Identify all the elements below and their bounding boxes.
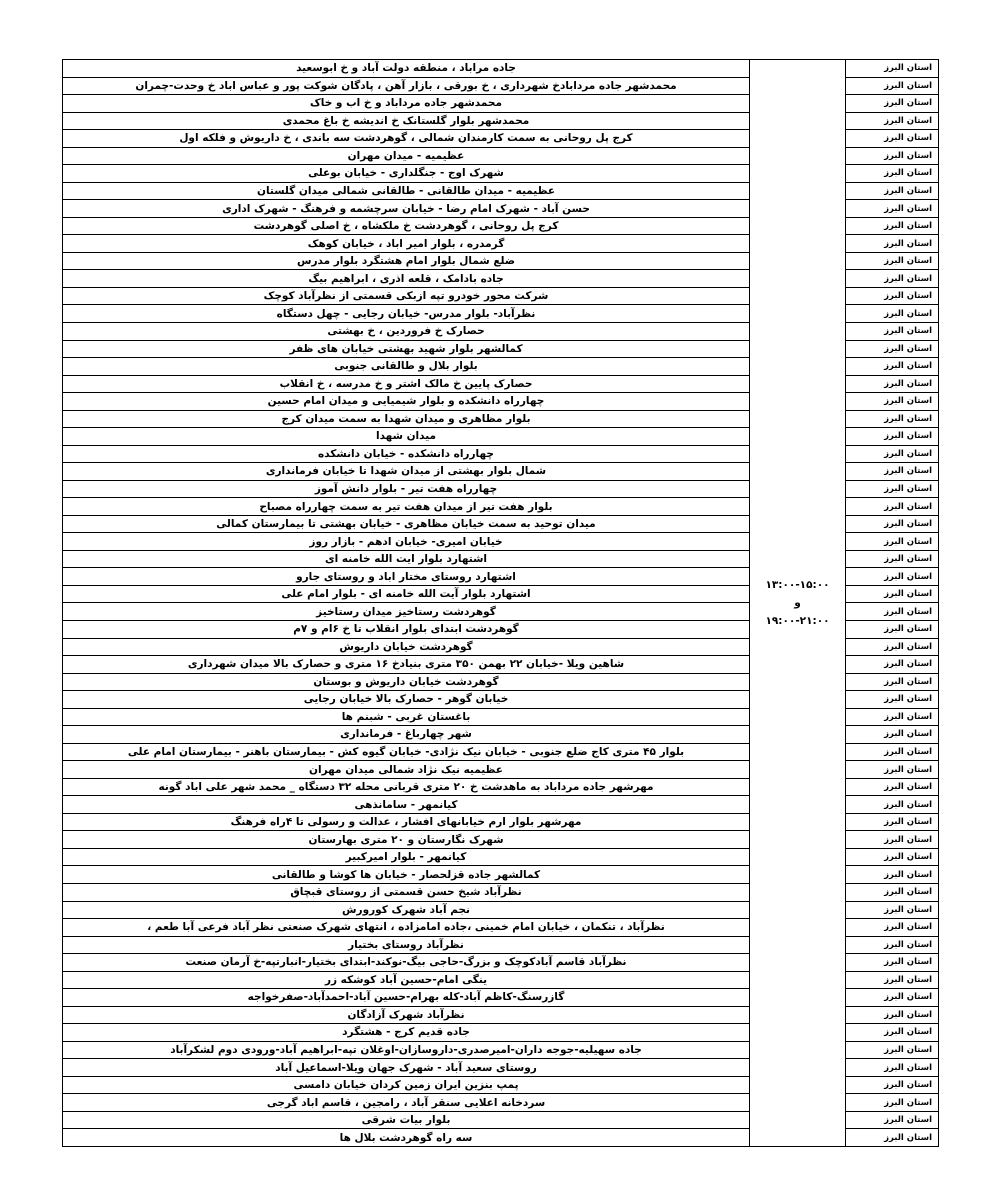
province-cell: استان البرز — [846, 1024, 939, 1042]
address-cell: اشتهارد بلوار آیت الله خامنه ای - بلوار امام علی — [63, 585, 750, 603]
province-cell: استان البرز — [846, 1094, 939, 1112]
province-cell: استان البرز — [846, 796, 939, 814]
address-cell: نظرآباد ، تنکمان ، خیابان امام خمینی ،جاده امامزاده ، انتهای شهرک صنعتی نظر آباد فرعی آبا طعم ، — [63, 919, 750, 937]
address-cell: عظیمیه - میدان مهران — [63, 147, 750, 165]
province-cell: استان البرز — [846, 638, 939, 656]
schedule-rows — [63, 60, 939, 1147]
province-cell: استان البرز — [846, 393, 939, 411]
province-cell: استان البرز — [846, 603, 939, 621]
address-cell: بلوار ۴۵ متری کاج ضلع جنوبی - خیابان نیک نژادی- خیابان گیوه کش - بیمارستان باهنر - بیمارستان امام علی — [63, 743, 750, 761]
address-cell: میدان شهدا — [63, 428, 750, 446]
address-cell: شهرک نگارستان و ۲۰ متری بهارستان — [63, 831, 750, 849]
address-cell: چهارراه هفت تیر - بلوار دانش آموز — [63, 480, 750, 498]
address-cell: شمال بلوار بهشتی از میدان شهدا تا خیابان فرمانداری — [63, 463, 750, 481]
province-cell: استان البرز — [846, 971, 939, 989]
province-cell: استان البرز — [846, 691, 939, 709]
province-cell: استان البرز — [846, 585, 939, 603]
province-cell: استان البرز — [846, 410, 939, 428]
address-cell: حصارک پایین خ مالک اشتر و خ مدرسه ، خ انقلاب — [63, 375, 750, 393]
address-cell: نظرآباد روستای بختیار — [63, 936, 750, 954]
province-cell: استان البرز — [846, 1076, 939, 1094]
province-cell: استان البرز — [846, 112, 939, 130]
province-cell: استان البرز — [846, 60, 939, 78]
province-cell: استان البرز — [846, 550, 939, 568]
address-cell: نظرآباد شیخ حسن قسمتی از روستای قبچاق — [63, 883, 750, 901]
address-cell: گوهردشت رستاخیز میدان رستاخیز — [63, 603, 750, 621]
address-cell: ضلع شمال بلوار امام هشتگرد بلوار مدرس — [63, 252, 750, 270]
province-cell: استان البرز — [846, 673, 939, 691]
province-cell: استان البرز — [846, 866, 939, 884]
address-cell: گرمدره ، بلوار امیر اباد ، خیابان کوهک — [63, 235, 750, 253]
province-cell: استان البرز — [846, 743, 939, 761]
address-cell: بلوار هفت تیر از میدان هفت تیر به سمت چهارراه مصباح — [63, 498, 750, 516]
address-cell: خیابان گوهر - حصارک بالا خیابان رجایی — [63, 691, 750, 709]
address-cell: روستای سعید آباد - شهرک جهان ویلا-اسماعیل آباد — [63, 1059, 750, 1077]
province-cell: استان البرز — [846, 989, 939, 1007]
time-window-joiner: و — [794, 596, 801, 609]
address-cell: گوهردشت خیابان داریوش و بوستان — [63, 673, 750, 691]
address-cell: سردخانه اعلایی سنقر آباد ، رامجین ، قاسم اباد گرجی — [63, 1094, 750, 1112]
address-cell: گازرسنگ-کاظم آباد-کله بهرام-حسین آباد-احمدآباد-صفرخواجه — [63, 989, 750, 1007]
province-cell: استان البرز — [846, 252, 939, 270]
time-window-first: ۱۳:۰۰-۱۵:۰۰ — [765, 578, 830, 591]
province-cell: استان البرز — [846, 726, 939, 744]
province-cell: استان البرز — [846, 1006, 939, 1024]
province-cell: استان البرز — [846, 165, 939, 183]
province-cell: استان البرز — [846, 831, 939, 849]
province-cell: استان البرز — [846, 235, 939, 253]
address-cell: اشتهارد بلوار ایت الله خامنه ای — [63, 550, 750, 568]
province-cell: استان البرز — [846, 568, 939, 586]
province-cell: استان البرز — [846, 77, 939, 95]
province-cell: استان البرز — [846, 1041, 939, 1059]
address-cell: کمالشهر بلوار شهید بهشتی خیابان های ظفر — [63, 340, 750, 358]
address-cell: نجم آباد شهرک کورورش — [63, 901, 750, 919]
province-cell: استان البرز — [846, 200, 939, 218]
address-cell: جاده قدیم کرج - هشتگرد — [63, 1024, 750, 1042]
outage-schedule-table — [62, 59, 939, 1147]
province-cell: استان البرز — [846, 1111, 939, 1129]
province-cell: استان البرز — [846, 656, 939, 674]
province-cell: استان البرز — [846, 1059, 939, 1077]
address-cell: شهر چهارباغ - فرمانداری — [63, 726, 750, 744]
address-cell: خیابان امیری- خیابان ادهم - بازار روز — [63, 533, 750, 551]
province-cell: استان البرز — [846, 375, 939, 393]
address-cell: محمدشهر جاده مرداباد و خ اب و خاک — [63, 95, 750, 113]
address-cell: چهارراه دانشکده - خیابان دانشکده — [63, 445, 750, 463]
address-cell: حصارک خ فروردین ، خ بهشتی — [63, 322, 750, 340]
province-cell: استان البرز — [846, 480, 939, 498]
address-cell: کرج پل روحانی به سمت کارمندان شمالی ، گوهردشت سه باندی ، خ داریوش و فلکه اول — [63, 130, 750, 148]
address-cell: عظیمیه نیک نژاد شمالی میدان مهران — [63, 761, 750, 779]
province-cell: استان البرز — [846, 305, 939, 323]
province-cell: استان البرز — [846, 919, 939, 937]
province-cell: استان البرز — [846, 621, 939, 639]
province-cell: استان البرز — [846, 463, 939, 481]
address-cell: سه راه گوهردشت بلال ها — [63, 1129, 750, 1147]
address-cell: حسن آباد - شهرک امام رضا - خیابان سرچشمه و فرهنگ - شهرک اداری — [63, 200, 750, 218]
province-cell: استان البرز — [846, 515, 939, 533]
province-cell: استان البرز — [846, 533, 939, 551]
province-cell: استان البرز — [846, 901, 939, 919]
province-cell: استان البرز — [846, 358, 939, 376]
outage-schedule-sheet — [62, 59, 936, 1147]
address-cell: شهرک اوج - جنگلداری - خیابان بوعلی — [63, 165, 750, 183]
address-cell: جاده سهیلیه-جوجه داران-امیرصدری-داروسازان-اوغلان تپه-ابراهیم آباد-ورودی دوم لشکرآباد — [63, 1041, 750, 1059]
province-cell: استان البرز — [846, 883, 939, 901]
table-row — [63, 60, 939, 78]
address-cell: کیانمهر - سامانذهی — [63, 796, 750, 814]
province-cell: استان البرز — [846, 322, 939, 340]
address-cell: بلوار مظاهری و میدان شهدا به سمت میدان کرج — [63, 410, 750, 428]
address-cell: پمپ بنزین ایران زمین کردان خیابان دامسی — [63, 1076, 750, 1094]
province-cell: استان البرز — [846, 708, 939, 726]
province-cell: استان البرز — [846, 761, 939, 779]
province-cell: استان البرز — [846, 778, 939, 796]
province-cell: استان البرز — [846, 147, 939, 165]
time-window-cell — [750, 60, 846, 1147]
province-cell: استان البرز — [846, 954, 939, 972]
province-cell: استان البرز — [846, 936, 939, 954]
address-cell: نظرآباد قاسم آبادکوچک و بزرگ-حاجی بیگ-نوکند-ابتدای بختیار-انبارتپه-خ آرمان صنعت — [63, 954, 750, 972]
address-cell: نظرآباد- بلوار مدرس- خیابان رجایی - چهل دستگاه — [63, 305, 750, 323]
address-cell: کیانمهر - بلوار امیرکبیر — [63, 848, 750, 866]
address-cell: چهارراه دانشکده و بلوار شیمیایی و میدان امام حسین — [63, 393, 750, 411]
province-cell: استان البرز — [846, 428, 939, 446]
province-cell: استان البرز — [846, 1129, 939, 1147]
province-cell: استان البرز — [846, 95, 939, 113]
address-cell: جاده مراباد ، منطقه دولت آباد و خ ابوسعید — [63, 60, 750, 78]
address-cell: بلوار بیات شرقی — [63, 1111, 750, 1129]
province-cell: استان البرز — [846, 340, 939, 358]
address-cell: عظیمیه - میدان طالقانی - طالقانی شمالی میدان گلستان — [63, 182, 750, 200]
address-cell: محمدشهر جاده مردابادخ شهرداری ، خ بورقی ، بازار آهن ، پادگان شوکت پور و عباس اباد خ وحدت-چمران — [63, 77, 750, 95]
address-cell: بلوار بلال و طالقانی جنوبی — [63, 358, 750, 376]
province-cell: استان البرز — [846, 270, 939, 288]
address-cell: ینگی امام-حسین آباد کوشکه زر — [63, 971, 750, 989]
province-cell: استان البرز — [846, 287, 939, 305]
province-cell: استان البرز — [846, 217, 939, 235]
address-cell: باغستان غربی - شبنم ها — [63, 708, 750, 726]
province-cell: استان البرز — [846, 130, 939, 148]
province-cell: استان البرز — [846, 848, 939, 866]
address-cell: مهرشهر بلوار ارم خیابانهای افشار ، عدالت و رسولی تا ۴راه فرهنگ — [63, 813, 750, 831]
address-cell: گوهردشت خیابان داریوش — [63, 638, 750, 656]
address-cell: شرکت محور خودرو تپه ازبکی قسمتی از نظرآباد کوچک — [63, 287, 750, 305]
address-cell: شاهین ویلا -خیابان ۲۲ بهمن ۳۵۰ متری بنیادخ ۱۶ متری و حصارک بالا میدان شهرداری — [63, 656, 750, 674]
address-cell: گوهردشت ابتدای بلوار انقلاب تا خ ۶ام و ۷م — [63, 621, 750, 639]
address-cell: اشتهارد روستای مختار اباد و روستای جارو — [63, 568, 750, 586]
address-cell: مهرشهر جاده مرداباد به ماهدشت خ ۲۰ متری قربانی محله ۳۲ دستگاه _ محمد شهر علی اباد گونه — [63, 778, 750, 796]
province-cell: استان البرز — [846, 445, 939, 463]
province-cell: استان البرز — [846, 182, 939, 200]
time-window-second: ۱۹:۰۰-۲۱:۰۰ — [765, 614, 830, 627]
address-cell: محمدشهر بلوار گلستانک خ اندیشه خ باغ محمدی — [63, 112, 750, 130]
address-cell: کرج پل روحانی ، گوهردشت خ ملکشاه ، خ اصلی گوهردشت — [63, 217, 750, 235]
address-cell: میدان توحید به سمت خیابان مظاهری - خیابان بهشتی تا بیمارستان کمالی — [63, 515, 750, 533]
address-cell: کمالشهر جاده قزلحصار - خیابان ها کوشا و طالقانی — [63, 866, 750, 884]
province-cell: استان البرز — [846, 813, 939, 831]
province-cell: استان البرز — [846, 498, 939, 516]
address-cell: نظرآباد شهرک آزادگان — [63, 1006, 750, 1024]
address-cell: جاده بادامک ، قلعه اذری ، ابراهیم بیگ — [63, 270, 750, 288]
